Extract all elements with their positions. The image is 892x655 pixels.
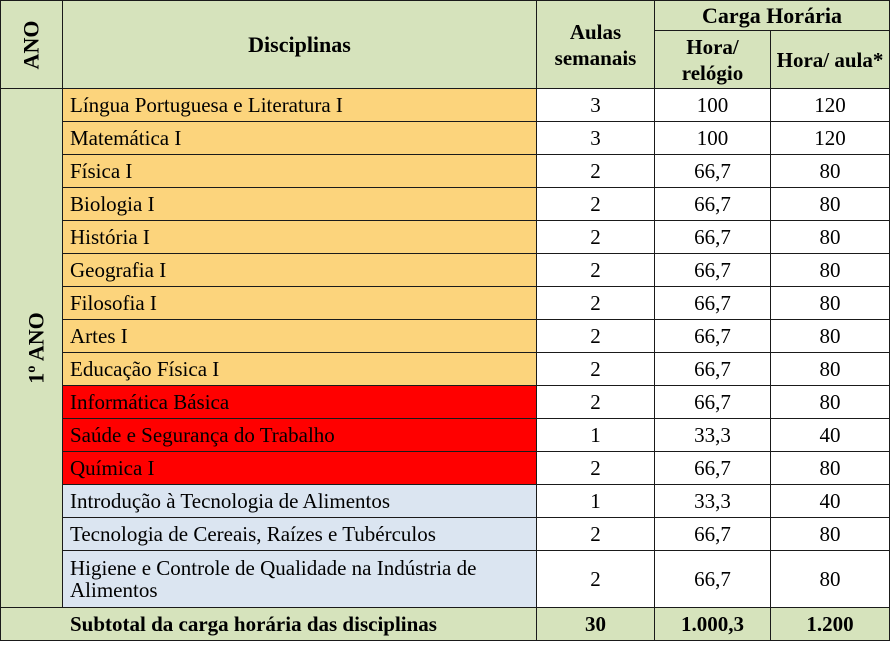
- discipline-name-cell: Tecnologia de Cereais, Raízes e Tubérculos: [63, 518, 537, 551]
- subtotal-hora-relogio: 1.000,3: [655, 608, 771, 641]
- hora-aula-cell: 120: [771, 122, 890, 155]
- hora-relogio-cell: 66,7: [655, 353, 771, 386]
- hora-relogio-cell: 100: [655, 122, 771, 155]
- aulas-semanais-cell: 2: [537, 518, 655, 551]
- aulas-semanais-cell: 1: [537, 419, 655, 452]
- header-carga-horaria: Carga Horária: [655, 1, 890, 31]
- header-hora-relogio: Hora/ relógio: [655, 31, 771, 89]
- aulas-semanais-cell: 2: [537, 452, 655, 485]
- discipline-name-cell: Informática Básica: [63, 386, 537, 419]
- hora-aula-cell: 80: [771, 452, 890, 485]
- table-row: [1, 221, 890, 254]
- discipline-name-cell: Biologia I: [63, 188, 537, 221]
- hora-relogio-cell: 33,3: [655, 485, 771, 518]
- table-row: [1, 188, 890, 221]
- table-row: [1, 89, 890, 122]
- aulas-semanais-cell: 2: [537, 287, 655, 320]
- header-aulas-semanais: Aulas semanais: [537, 1, 655, 89]
- table-row: [1, 287, 890, 320]
- table-row: [1, 485, 890, 518]
- hora-aula-cell: 40: [771, 485, 890, 518]
- table-row: [1, 122, 890, 155]
- hora-aula-cell: 80: [771, 386, 890, 419]
- table-row: [1, 452, 890, 485]
- hora-aula-cell: 80: [771, 551, 890, 608]
- aulas-semanais-cell: 2: [537, 320, 655, 353]
- table-row: [1, 386, 890, 419]
- discipline-name-cell: Filosofia I: [63, 287, 537, 320]
- subtotal-row: [1, 608, 890, 641]
- aulas-semanais-cell: 2: [537, 188, 655, 221]
- year-cell: [1, 89, 63, 608]
- hora-relogio-cell: 66,7: [655, 287, 771, 320]
- hora-relogio-cell: 66,7: [655, 188, 771, 221]
- table-row: [1, 155, 890, 188]
- aulas-semanais-cell: 2: [537, 155, 655, 188]
- year-label: 1º ANO: [23, 312, 49, 384]
- aulas-semanais-cell: 2: [537, 353, 655, 386]
- table-row: [1, 518, 890, 551]
- discipline-name-cell: Saúde e Segurança do Trabalho: [63, 419, 537, 452]
- subtotal-label: Subtotal da carga horária das disciplinas: [1, 608, 537, 641]
- discipline-name-cell: Matemática I: [63, 122, 537, 155]
- hora-relogio-cell: 100: [655, 89, 771, 122]
- discipline-name-cell: Língua Portuguesa e Literatura I: [63, 89, 537, 122]
- hora-aula-cell: 40: [771, 419, 890, 452]
- hora-aula-cell: 80: [771, 254, 890, 287]
- hora-aula-cell: 80: [771, 221, 890, 254]
- hora-aula-cell: 80: [771, 320, 890, 353]
- aulas-semanais-cell: 2: [537, 254, 655, 287]
- table-row: [1, 320, 890, 353]
- hora-relogio-cell: 66,7: [655, 386, 771, 419]
- subtotal-aulas: 30: [537, 608, 655, 641]
- discipline-name-cell: Introdução à Tecnologia de Alimentos: [63, 485, 537, 518]
- hora-relogio-cell: 66,7: [655, 320, 771, 353]
- table-row: [1, 551, 890, 608]
- hora-aula-cell: 80: [771, 155, 890, 188]
- header-ano: [1, 1, 63, 89]
- aulas-semanais-cell: 1: [537, 485, 655, 518]
- aulas-semanais-cell: 3: [537, 89, 655, 122]
- table-row: [1, 254, 890, 287]
- hora-relogio-cell: 66,7: [655, 221, 771, 254]
- hora-aula-cell: 80: [771, 518, 890, 551]
- subtotal-hora-aula: 1.200: [771, 608, 890, 641]
- hora-relogio-cell: 66,7: [655, 155, 771, 188]
- discipline-name-cell: Higiene e Controle de Qualidade na Indústria de Alimentos: [63, 551, 537, 608]
- hora-aula-cell: 80: [771, 188, 890, 221]
- aulas-semanais-cell: 2: [537, 221, 655, 254]
- discipline-name-cell: Química I: [63, 452, 537, 485]
- hora-relogio-cell: 33,3: [655, 419, 771, 452]
- hora-aula-cell: 120: [771, 89, 890, 122]
- hora-aula-cell: 80: [771, 353, 890, 386]
- hora-relogio-cell: 66,7: [655, 254, 771, 287]
- header-hora-aula: Hora/ aula*: [771, 31, 890, 89]
- discipline-name-cell: Física I: [63, 155, 537, 188]
- aulas-semanais-cell: 2: [537, 551, 655, 608]
- hora-relogio-cell: 66,7: [655, 518, 771, 551]
- table-row: [1, 419, 890, 452]
- hora-relogio-cell: 66,7: [655, 551, 771, 608]
- discipline-name-cell: Geografia I: [63, 254, 537, 287]
- table-row: [1, 353, 890, 386]
- table-body: [1, 89, 890, 641]
- header-disciplinas: Disciplinas: [63, 1, 537, 89]
- discipline-name-cell: Educação Física I: [63, 353, 537, 386]
- discipline-name-cell: Artes I: [63, 320, 537, 353]
- hora-relogio-cell: 66,7: [655, 452, 771, 485]
- hora-aula-cell: 80: [771, 287, 890, 320]
- discipline-name-cell: História I: [63, 221, 537, 254]
- aulas-semanais-cell: 2: [537, 386, 655, 419]
- header-ano-label: ANO: [18, 20, 44, 69]
- aulas-semanais-cell: 3: [537, 122, 655, 155]
